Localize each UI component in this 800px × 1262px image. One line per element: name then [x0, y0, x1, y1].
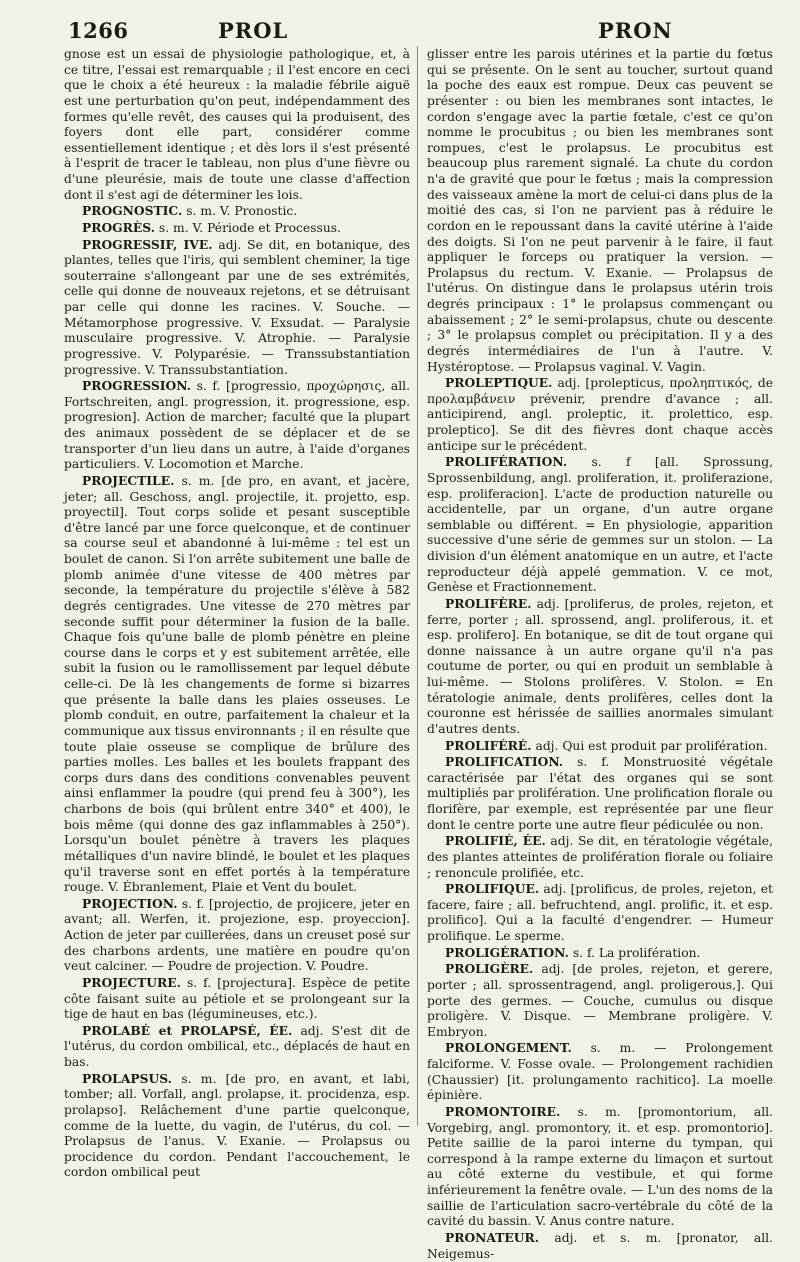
dictionary-entry	[427, 375, 773, 454]
entry-headword: PROJECTION.	[82, 895, 178, 911]
entry-text: gnose est un essai de physiologie pathologique, et, à ce titre, l'essai est remarquable ; il l'est encore en ceci que le choix a été heureux : la maladie fébrile aiguë est une perturbation qu'on peut, indépendamment des formes qu'elle revêt, des causes qui la produisent, des foyers dont elle part, considérer comme essentiellement identique ; et dès lors il s'est présenté à l'esprit de tracer le tableau, non plus d'une fièvre ou d'une pleurésie, mais de toute une classe d'affection dont il s'est agi de déterminer les lois.	[64, 47, 410, 202]
entry-text: adj. [prolepticus, προληπτικός, de προλαμβάνειν prévenir, prendre d'avance ; all. anticipirend, angl. proleptic, it. prolettico, esp. proleptico]. Se dit des fièvres dont chaque accès anticipe sur le précédent.	[427, 376, 773, 453]
entry-headword: PROLEPTIQUE.	[445, 375, 553, 391]
entry-headword: PROLIGÉRATION.	[445, 944, 569, 960]
dictionary-entry	[427, 1104, 773, 1230]
entry-text: s. m. V. Pronostic.	[186, 204, 298, 219]
entry-text: adj. [de proles, rejeton, et gerere, porter ; all. sprossentragend, angl. proligerous,]. Qui porte des germes. — Couche, cumulus ou disque proligère. V. Disque. — Membrane proligère. V. Embryon.	[427, 962, 773, 1039]
entry-headword: PROJECTILE.	[82, 472, 175, 488]
entry-text: s. f. [projectura]. Espèce de petite côte faisant suite au pétiole et se prolongeant sur la tige de haut en bas (légumineuses, etc.).	[64, 975, 410, 1022]
right-running-head: PRON	[598, 18, 673, 43]
dictionary-entry	[427, 881, 773, 945]
dictionary-entry	[64, 46, 410, 203]
entry-text: adj. Qui est produit par prolifération.	[535, 738, 768, 753]
entry-text: adj. Se dit, en botanique, des plantes, telles que l'iris, qui semblent cheminer, la tige souterraine s'allongeant par une de ses extrémités, celle qui donne de nouveaux rejetons, et se détruisant par celle qui donne les racines. V. Souche. — Métamorphose progressive. V. Exsudat. — Paralysie musculaire progressive. V. Atrophie. — Paralysie progressive. V. Polyparésie. — Transsubstantiation progressive. V. Transsubstantiation.	[64, 237, 410, 377]
page-number: 1266	[68, 18, 129, 43]
dictionary-entry	[427, 1040, 773, 1104]
entry-headword: PRONATEUR.	[445, 1229, 540, 1245]
entry-text: adj. et s. m. [pronator, all. Neigemus-	[427, 1230, 773, 1261]
entry-headword: PROLIGÈRE.	[445, 961, 534, 977]
entry-text: s. m. [promontorium, all. Vorgebirg, angl. promontory, it. et esp. promontorio]. Petite saillie de la paroi interne du tympan, qui correspond à la rampe externe du limaçon et surtout au côté externe du vestibule, et qui forme inférieurement la fenêtre ovale. — L'un des noms de la saillie de l'articulation sacro-vertébrale du côté de la cavité du bassin. V. Anus contre nature.	[427, 1104, 773, 1229]
dictionary-entry	[427, 454, 773, 596]
entry-headword: PROGRESSION.	[82, 378, 191, 394]
dictionary-entry	[64, 220, 410, 237]
entry-headword: PROLONGEMENT.	[445, 1040, 572, 1056]
left-running-head: PROL	[218, 18, 289, 43]
entry-headword: PROJECTURE.	[82, 974, 181, 990]
entry-headword: PROLIFÉRÉ.	[445, 737, 532, 753]
dictionary-entry	[427, 596, 773, 738]
dictionary-entry	[427, 961, 773, 1040]
dictionary-entry	[64, 1023, 410, 1071]
entry-text: s. f. [progressio, προχώρησις, all. Fortschreiten, angl. progression, it. progressione, esp. progresion]. Action de marcher; faculté que la plupart des animaux possèdent de se déplacer et de se transporter d'un lieu dans un autre, à l'aide d'organes particuliers. V. Locomotion et Marche.	[64, 379, 410, 472]
entry-text: s. m. V. Période et Processus.	[158, 220, 341, 235]
entry-headword: PROLIFÉRATION.	[445, 454, 568, 470]
entry-text: s. f. Monstruosité végétale caractérisée par l'état des organes qui se sont multipliés par prolifération. Une prolification florale ou florifère, par exemple, est représentée par une fleur dont le centre porte une autre fleur pédiculée ou non.	[427, 755, 773, 832]
entry-text: s. m. [de pro, en avant, et jacère, jeter; all. Geschoss, angl. projectile, it. projetto, esp. proyectil]. Tout corps solide et pesant susceptible d'être lancé par une force quelconque, et de continuer sa course seul et abandonné à lui-même : tel est un boulet de canon. Si l'on arrête subitement une balle de plomb animée d'une vitesse de 400 mètres par seconde, la température du projectile s'élève à 582 degrés centigrades. Une vitesse de 270 mètres par seconde suffit pour déterminer la fusion de la balle. Chaque fois qu'une balle de plomb pénètre en pleine course dans le corps et y est subitement arrêtée, elle subit la fusion ou le ramollissement par lequel débute celle-ci. De là les changements de forme si bizarres que présente la balle dans les plaies osseuses. Le plomb conduit, en outre, parfaitement la chaleur et la communique aux tissus environnants ; il en résulte que toute plaie osseuse se complique de brûlure des parties molles. Les balles et les boulets frappant des corps durs dans des conditions convenables peuvent ainsi enflammer la poudre (qui prend feu à 300°), les charbons de bois (qui brûlent entre 340° et 400), le bois même (qui donne des gaz inflammables à 250°). Lorsqu'un boulet pénètre à travers les plaques métalliques d'un navire blindé, le boulet et les plaques qu'il traverse sont en effet portés à la température rouge. V. Ébranlement, Plaie et Vent du boulet.	[64, 473, 410, 895]
entry-text: adj. [proliferus, de proles, rejeton, et ferre, porter ; all. sprossend, angl. proliferous, it. et esp. prolifero]. En botanique, se dit de tout organe qui donne naissance à un autre organe qu'il n'a pas coutume de porter, ou qui en produit un semblable à lui-même. — Stolons prolifères. V. Stolon. = En tératologie animale, dents prolifères, celles dont la couronne est hérissée de saillies anormales simulant d'autres dents.	[427, 596, 773, 736]
entry-text: glisser entre les parois utérines et la partie du fœtus qui se présente. On le sent au toucher, surtout quand la poche des eaux est rompue. Deux cas peuvent se présenter : ou bien les membranes sont intactes, le cordon s'engage avec la partie fœtale, c'est ce qu'on nomme le procubitus ; ou bien les membranes sont rompues, c'est le prolapsus. Le procubitus est beaucoup plus rarement signalé. La chute du cordon n'a de gravité que pour le fœtus ; mais la compression des vaisseaux amène la mort de celui-ci dans plus de la moitié des cas, si l'on ne parvient pas à réduire le cordon en le repoussant dans la cavité utérine à l'aide des doigts. Si l'on ne peut parvenir à le faire, il faut appliquer le forceps ou pratiquer la version. — Prolapsus du rectum. V. Exanie. — Prolapsus de l'utérus. On distingue dans le prolapsus utérin trois degrés principaux : 1° le prolapsus commençant ou abaissement ; 2° le semi-prolapsus, chute ou descente ; 3° le prolapsus complet ou précipitation. Il y a des degrés intermédiaires de l'un à l'autre. V. Hystéroptose. — Prolapsus vaginal. V. Vagin.	[427, 47, 773, 374]
entry-headword: PROMONTOIRE.	[445, 1103, 561, 1119]
dictionary-entry	[427, 738, 773, 755]
dictionary-entry	[64, 896, 410, 975]
dictionary-entry	[64, 203, 410, 220]
dictionary-entry	[64, 473, 410, 896]
entry-text: s. f. La prolifération.	[572, 945, 701, 960]
left-column	[64, 46, 410, 1181]
dictionary-entry	[64, 378, 410, 473]
page-header	[60, 16, 782, 44]
entry-headword: PROLIFÈRE.	[445, 595, 532, 611]
entry-headword: PROLAPSUS.	[82, 1070, 172, 1086]
dictionary-entry	[64, 975, 410, 1023]
entry-text: s. f. [projectio, de projicere, jeter en avant; all. Werfen, it. projezione, esp. proyeccion]. Action de jeter par cuillerées, dans un creuset posé sur des charbons ardents, une matière en poudre qu'on veut calciner. — Poudre de projection. V. Poudre.	[64, 896, 410, 974]
entry-text: adj. Se dit, en tératologie végétale, des plantes atteintes de prolifération florale ou foliaire ; renoncule prolifiée, etc.	[427, 834, 773, 880]
entry-text: adj. S'est dit de l'utérus, du cordon ombilical, etc., déplacés de haut en bas.	[64, 1023, 410, 1069]
dictionary-entry	[427, 945, 773, 962]
entry-headword: PROGRÈS.	[82, 219, 155, 235]
entry-text: s. m. — Prolongement falciforme. V. Fosse ovale. — Prolongement rachidien (Chaussier) [it. prolungamento rachitico]. La moelle épinière.	[427, 1041, 773, 1103]
entry-text: s. m. [de pro, en avant, et labi, tomber; all. Vorfall, angl. prolapse, it. procidenza, esp. prolapso]. Relâchement d'une partie quelconque, comme de la luette, du vagin, de l'utérus, du col. — Prolapsus de l'anus. V. Exanie. — Prolapsus ou procidence du cordon. Pendant l'accouchement, le cordon ombilical peut	[64, 1071, 410, 1180]
entry-text: s. f [all. Sprossung, Sprossenbildung, angl. proliferation, it. proliferazione, esp. proliferacion]. L'acte de production naturelle ou accidentelle, par un organe, d'un autre organe semblable ou différent. = En physiologie, apparition successive d'une série de gemmes sur un stolon. — La division d'un élément anatomique en un autre, et l'acte reproducteur déjà appelé gemmation. V. ce mot, Genèse et Fractionnement.	[427, 455, 773, 595]
entry-headword: PROLIFIQUE.	[445, 881, 540, 897]
dictionary-entry	[427, 833, 773, 881]
entry-headword: PROLIFIÉ, ÉE.	[445, 833, 546, 849]
entry-headword: PROLABÉ et PROLAPSÉ, ÉE.	[82, 1022, 293, 1038]
entry-headword: PROGRESSIF, IVE.	[82, 236, 213, 252]
column-divider	[417, 46, 418, 1126]
right-column	[427, 46, 773, 1262]
dictionary-entry	[64, 1071, 410, 1181]
dictionary-entry	[64, 237, 410, 379]
dictionary-entry	[427, 1230, 773, 1262]
entry-headword: PROGNOSTIC.	[82, 203, 183, 219]
entry-text: adj. [prolificus, de proles, rejeton, et facere, faire ; all. befruchtend, angl. prolific, it. et esp. prolifico]. Qui a la faculté d'engendrer. — Humeur prolifique. Le sperme.	[427, 882, 773, 943]
dictionary-entry	[427, 46, 773, 375]
entry-headword: PROLIFICATION.	[445, 754, 564, 770]
dictionary-entry	[427, 754, 773, 833]
